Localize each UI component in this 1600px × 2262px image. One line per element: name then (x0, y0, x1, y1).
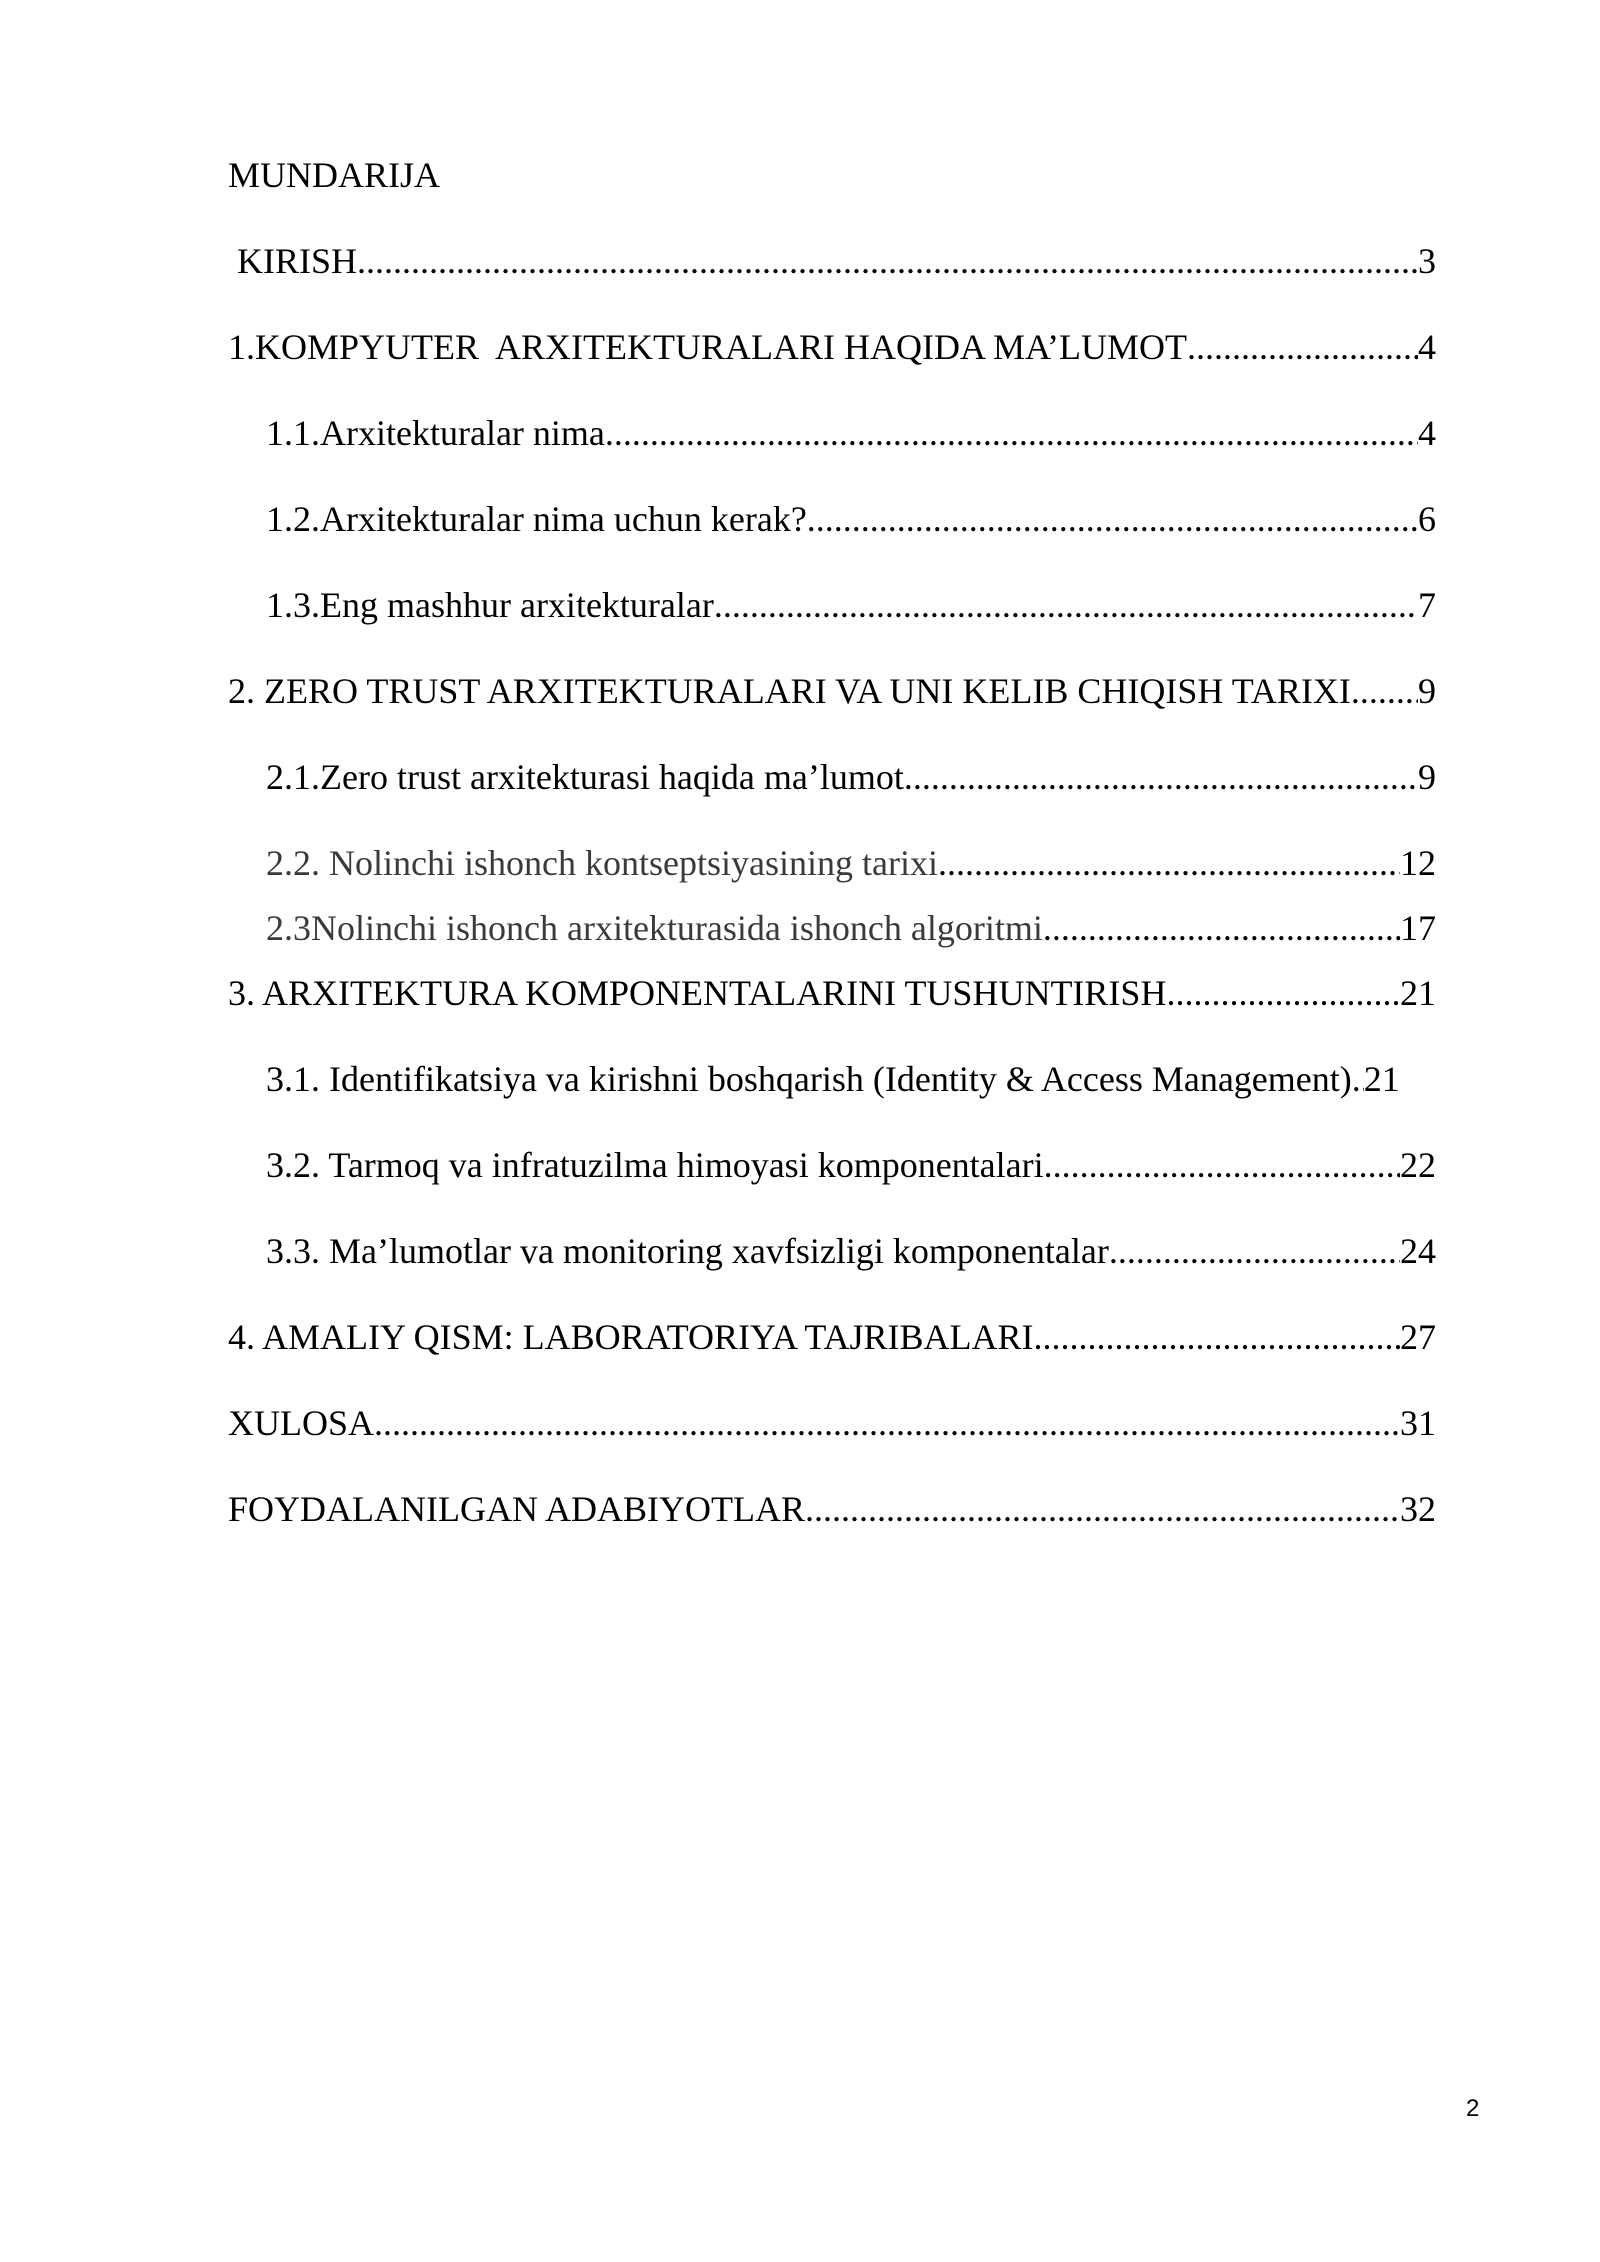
toc-entry-label: 3. ARXITEKTURA KOMPONENTALARINI TUSHUNTIRISH (228, 973, 1167, 1013)
toc-entry-label: 1.3.Eng mashhur arxitekturalar (266, 585, 714, 625)
toc-dot-leader (807, 494, 1418, 544)
toc-entry-page: 17 (1400, 908, 1436, 948)
toc-entry-label: 4. AMALIY QISM: LABORATORIYA TAJRIBALARI (228, 1317, 1034, 1357)
toc-entry-section-2-1[interactable] (266, 752, 1436, 802)
toc-entry-label: 2. ZERO TRUST ARXITEKTURALARI VA UNI KELIB CHIQISH TARIXI (228, 671, 1351, 711)
toc-heading: MUNDARIJA (228, 155, 441, 195)
toc-dot-leader (374, 1398, 1400, 1448)
toc-dot-leader (357, 236, 1418, 286)
toc-entry-chapter-4[interactable] (228, 1312, 1436, 1362)
toc-dot-leader (605, 408, 1418, 458)
toc-dot-leader (1044, 1140, 1400, 1190)
toc-entry-page: 4 (1418, 327, 1436, 367)
toc-entry-page: 21 (1400, 973, 1436, 1013)
toc-dot-leader (938, 838, 1400, 888)
toc-entry-label: FOYDALANILGAN ADABIYOTLAR (228, 1489, 805, 1529)
toc-entry-section-3-1[interactable] (266, 1054, 1444, 1104)
toc-entry-chapter-1[interactable] (228, 322, 1436, 372)
toc-dot-leader (1352, 1054, 1364, 1104)
toc-entry-page: 6 (1418, 499, 1436, 539)
toc-dot-leader (714, 580, 1418, 630)
toc-entry-page: 24 (1400, 1231, 1436, 1271)
toc-entry-page: 27 (1400, 1317, 1436, 1357)
toc-entry-references[interactable] (228, 1484, 1436, 1534)
toc-dot-leader (1187, 322, 1418, 372)
toc-entry-section-2-2[interactable] (266, 838, 1436, 888)
toc-dot-leader (805, 1484, 1400, 1534)
toc-entry-label: 1.KOMPYUTER ARXITEKTURALARI HAQIDA MA’LUMOT (228, 327, 1187, 367)
toc-dot-leader (1109, 1226, 1400, 1276)
toc-dot-leader (1043, 903, 1400, 953)
toc-dot-leader (1166, 968, 1400, 1018)
toc-entry-page: 9 (1418, 671, 1436, 711)
toc-entry-section-1-3[interactable] (266, 580, 1436, 630)
toc-entry-kirish[interactable] (228, 236, 1436, 286)
toc-entry-section-3-2[interactable] (266, 1140, 1436, 1190)
toc-entry-page: 4 (1418, 413, 1436, 453)
toc-entry-section-1-1[interactable] (266, 408, 1436, 458)
toc-entry-page: 21 (1363, 1059, 1400, 1099)
toc-entry-page: 3 (1418, 241, 1436, 281)
toc-entry-page: 31 (1400, 1403, 1436, 1443)
toc-entry-page: 12 (1400, 843, 1436, 883)
toc-entry-label: 1.2.Arxitekturalar nima uchun kerak? (266, 499, 807, 539)
toc-entry-label: 2.2. Nolinchi ishonch kontseptsiyasining tarixi (266, 843, 938, 883)
toc-entry-chapter-2[interactable] (228, 666, 1436, 716)
toc-dot-leader (1351, 666, 1418, 716)
toc-entry-page: 22 (1400, 1145, 1436, 1185)
toc-entry-section-2-3[interactable] (266, 903, 1436, 953)
toc-entry-xulosa[interactable] (228, 1398, 1436, 1448)
toc-entry-label: 3.3. Ma’lumotlar va monitoring xavfsizligi komponentalar (266, 1231, 1109, 1271)
page-number: 2 (1466, 2095, 1480, 2122)
toc-entry-chapter-3[interactable] (228, 968, 1436, 1018)
toc-entry-label: XULOSA (228, 1403, 375, 1443)
toc-dot-leader (904, 752, 1418, 802)
toc-entry-label: 2.3Nolinchi ishonch arxitekturasida ishonch algoritmi (266, 908, 1043, 948)
toc-entry-label: 3.2. Tarmoq va infratuzilma himoyasi komponentalari (266, 1145, 1044, 1185)
toc-dot-leader (1034, 1312, 1400, 1362)
toc-entry-label: 1.1.Arxitekturalar nima (266, 413, 605, 453)
toc-entry-section-1-2[interactable] (266, 494, 1436, 544)
toc-entry-label: 2.1.Zero trust arxitekturasi haqida ma’lumot (266, 757, 904, 797)
toc-entry-page: 9 (1418, 757, 1436, 797)
toc-entry-label: 3.1. Identifikatsiya va kirishni boshqarish (Identity & Access Management) (266, 1059, 1352, 1099)
toc-entry-page: 7 (1418, 585, 1436, 625)
toc-entry-section-3-3[interactable] (266, 1226, 1436, 1276)
toc-entry-page: 32 (1400, 1489, 1436, 1529)
toc-entry-label: KIRISH (228, 241, 358, 281)
